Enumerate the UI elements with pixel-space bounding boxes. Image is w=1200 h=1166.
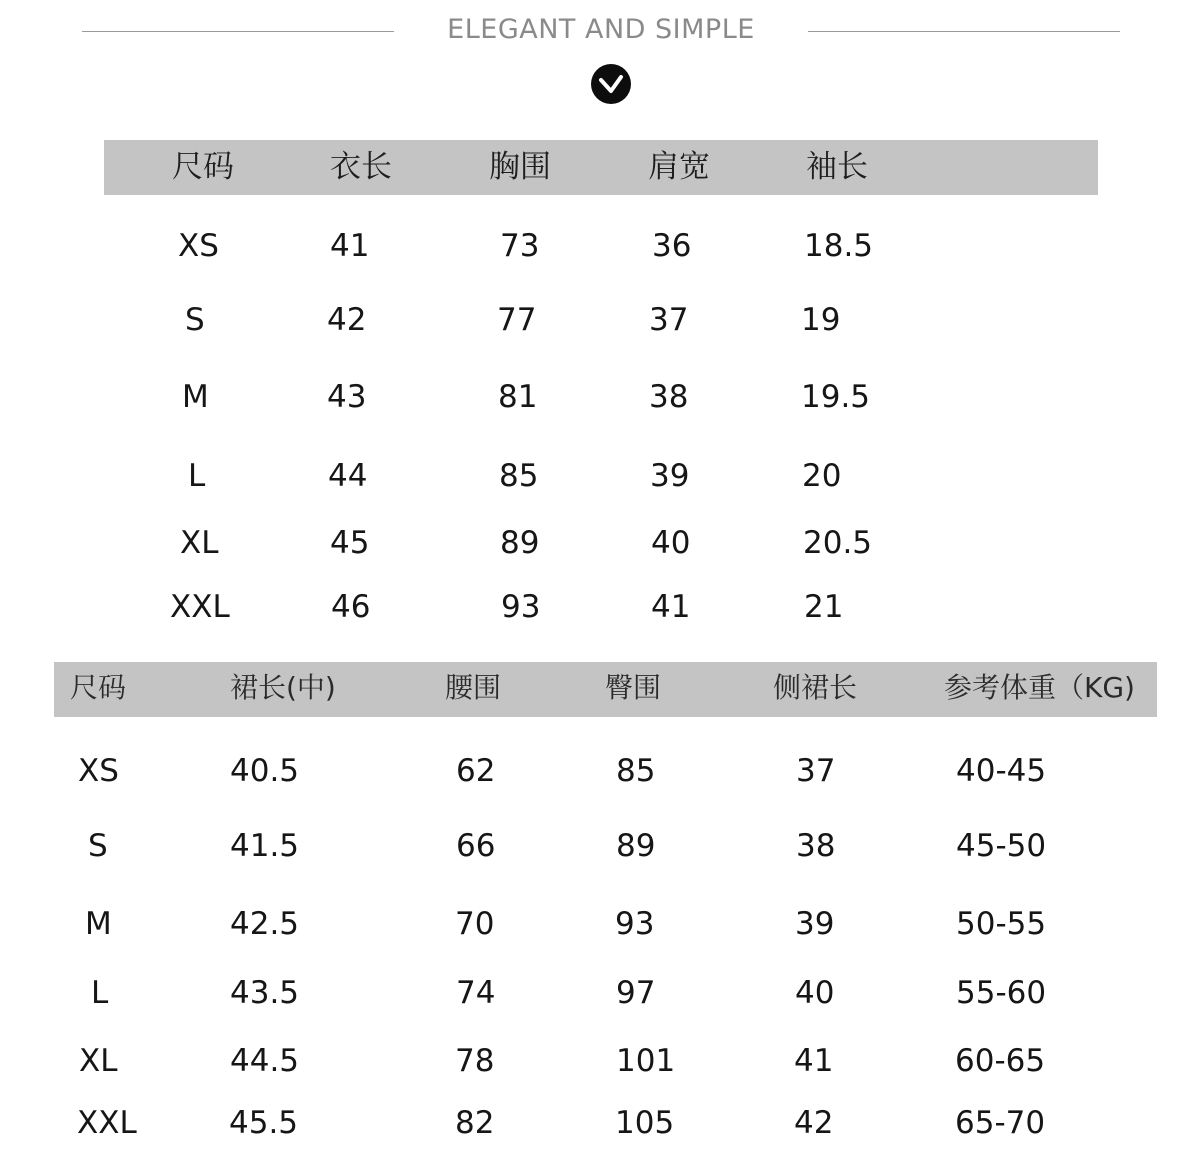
top-table-header-length: 衣长 (330, 149, 392, 185)
bottom-table-header-size: 尺码 (70, 671, 127, 704)
bottom-table-cell: 50-55 (956, 906, 1047, 942)
bottom-table-cell: 82 (455, 1105, 495, 1141)
bottom-table-cell: 89 (616, 828, 656, 864)
top-table-cell: XXL (170, 589, 230, 625)
bottom-table-cell: XS (78, 753, 119, 789)
top-table-cell: 42 (327, 302, 367, 338)
top-table-header-sleeve: 袖长 (806, 149, 868, 185)
bottom-table-cell: 42.5 (230, 906, 300, 942)
top-table-cell: 46 (331, 589, 371, 625)
top-table-cell: 77 (497, 302, 537, 338)
top-table-cell: 41 (651, 589, 691, 625)
top-table-cell: 37 (649, 302, 689, 338)
bottom-table-cell: XL (79, 1043, 118, 1079)
bottom-table-cell: 43.5 (230, 975, 300, 1011)
chevron-down-icon (591, 64, 631, 104)
top-table-header-size: 尺码 (172, 149, 234, 185)
bottom-table-cell: 66 (456, 828, 496, 864)
top-table-cell: 45 (330, 525, 370, 561)
top-table-cell: 20 (802, 458, 842, 494)
bottom-table-cell: 45.5 (229, 1105, 299, 1141)
bottom-table-header-skirt-length: 裙长(中) (230, 671, 336, 704)
top-table-cell: 41 (330, 228, 370, 264)
bottom-table-cell: L (91, 975, 109, 1011)
top-table-cell: 36 (652, 228, 692, 264)
top-table-header-shoulder: 肩宽 (648, 149, 710, 185)
bottom-table-cell: 38 (796, 828, 836, 864)
top-table-cell: 18.5 (804, 228, 874, 264)
top-table-cell: XS (178, 228, 219, 264)
top-table-cell: 73 (500, 228, 540, 264)
bottom-table-cell: 101 (616, 1043, 676, 1079)
bottom-table-cell: 62 (456, 753, 496, 789)
title-rule-left (82, 31, 394, 32)
bottom-table-cell: 44.5 (230, 1043, 300, 1079)
top-table-cell: 93 (501, 589, 541, 625)
top-table-cell: 44 (328, 458, 368, 494)
top-table-cell: 19.5 (801, 379, 871, 415)
top-table-cell: 20.5 (803, 525, 873, 561)
bottom-table-cell: 40-45 (956, 753, 1047, 789)
bottom-table-cell: 45-50 (956, 828, 1047, 864)
top-table-cell: 85 (499, 458, 539, 494)
page-title: ELEGANT AND SIMPLE (447, 14, 755, 45)
bottom-table-cell: M (85, 906, 112, 942)
bottom-table-cell: 105 (615, 1105, 675, 1141)
top-table-cell: L (188, 458, 206, 494)
bottom-table-cell: 40 (795, 975, 835, 1011)
top-table-cell: XL (180, 525, 219, 561)
bottom-table-cell: 60-65 (955, 1043, 1046, 1079)
bottom-table-cell: 37 (796, 753, 836, 789)
bottom-table-cell: 97 (616, 975, 656, 1011)
bottom-table-cell: 40.5 (230, 753, 300, 789)
top-table-cell: 81 (498, 379, 538, 415)
bottom-table-cell: 42 (794, 1105, 834, 1141)
bottom-table-cell: XXL (77, 1105, 137, 1141)
top-table-header-band (104, 140, 1098, 195)
bottom-table-cell: 41.5 (230, 828, 300, 864)
top-table-cell: M (182, 379, 209, 415)
bottom-table-header-side-length: 侧裙长 (773, 671, 858, 704)
top-table-cell: 40 (651, 525, 691, 561)
top-table-cell: 39 (650, 458, 690, 494)
bottom-table-cell: 39 (795, 906, 835, 942)
bottom-table-cell: S (88, 828, 108, 864)
bottom-table-header-waist: 腰围 (445, 671, 502, 704)
bottom-table-cell: 93 (615, 906, 655, 942)
top-table-cell: 89 (500, 525, 540, 561)
bottom-table-cell: 70 (455, 906, 495, 942)
top-table-cell: 21 (804, 589, 844, 625)
top-table-cell: S (185, 302, 205, 338)
bottom-table-header-weight: 参考体重（KG) (944, 671, 1135, 704)
bottom-table-header-hip: 臀围 (605, 671, 662, 704)
title-rule-right (808, 31, 1120, 32)
top-table-cell: 43 (327, 379, 367, 415)
bottom-table-cell: 55-60 (956, 975, 1047, 1011)
bottom-table-cell: 78 (455, 1043, 495, 1079)
bottom-table-cell: 74 (456, 975, 496, 1011)
bottom-table-cell: 41 (794, 1043, 834, 1079)
bottom-table-cell: 65-70 (955, 1105, 1046, 1141)
bottom-table-cell: 85 (616, 753, 656, 789)
top-table-cell: 19 (801, 302, 841, 338)
chevron-down-circle-icon (591, 64, 631, 104)
top-table-cell: 38 (649, 379, 689, 415)
top-table-header-chest: 胸围 (489, 149, 551, 185)
